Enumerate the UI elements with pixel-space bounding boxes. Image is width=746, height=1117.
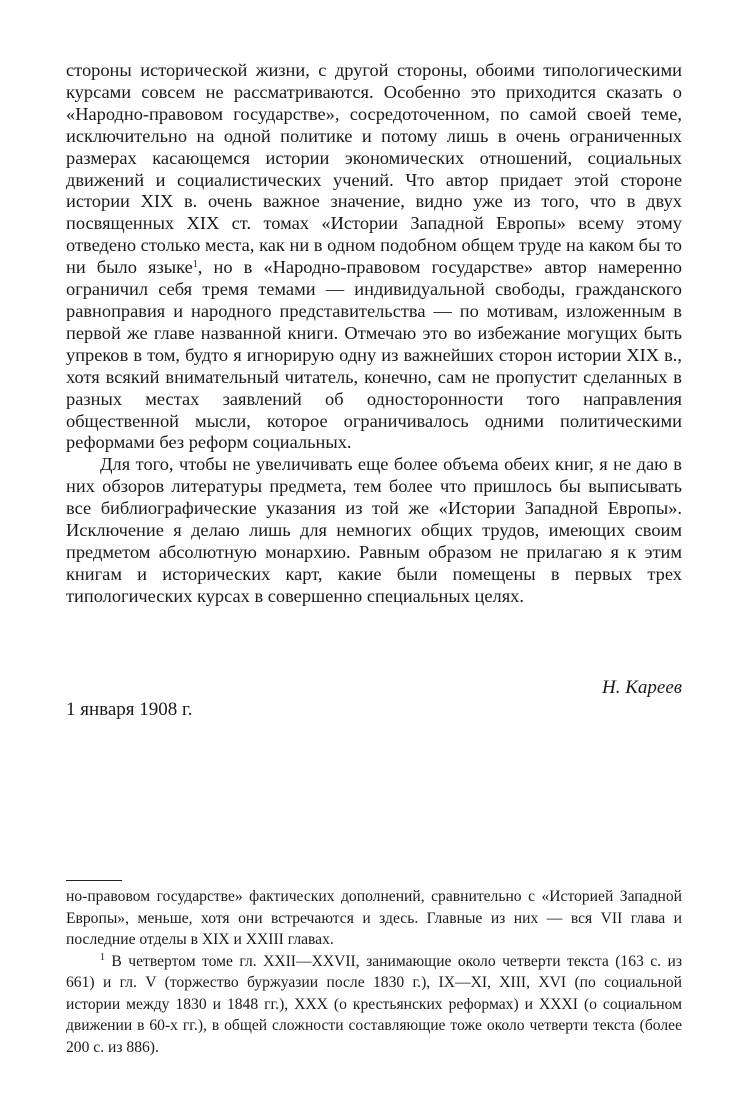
footnote-divider xyxy=(66,880,122,881)
footnote-ref-1[interactable]: 1 xyxy=(192,259,198,271)
main-text xyxy=(66,60,682,608)
footnote-1-mark: 1 xyxy=(100,951,105,963)
footnotes xyxy=(66,886,682,1058)
footnote-1-text: В четвертом томе гл. XXII—XXVII, занимающие около четверти текста (163 с. из 661) и гл. V (торжество буржуазии после 1830 г.), IX—XI, XIII, XVI (по социальной истории между 1830 и 1848 гг.), XXX (о крестьянских реформах) и XXXI (о социальном движении в 60-х гг.), в общей сложности составляющие тоже около четверти текста (более 200 с. из 886). xyxy=(66,952,682,1056)
paragraph-2: Для того, чтобы не увеличивать еще более объема обеих книг, я не даю в них обзоров литературы предмета, тем более что пришлось бы выписывать все библиографические указания из той же «Истории Западной Европы». Исключение я делаю лишь для немногих общих трудов, имеющих своим предметом абсолютную монархию. Равным образом не прилагаю я к этим книгам и исторических карт, какие были помещены в первых трех типологических курсах в совершенно специальных целях. xyxy=(66,454,682,606)
author-signature: Н. Кареев xyxy=(602,677,682,698)
paragraph-1-part-b: , но в «Народно-правовом государстве» автор намеренно ограничил себя тремя темами — индивидуальной свободы, гражданского равноправия и народного представительства — по мотивам, изложенным в первой же главе названной книги. Отмечаю это во избежание могущих быть упреков в том, будто я игнорирую одну из важнейших сторон истории XIX в., хотя всякий внимательный читатель, конечно, сам не пропустит сделанных в разных местах заявлений об односторонности того направления общественной мысли, которое ограничивалось одними политическими реформами без реформ социальных. xyxy=(66,257,682,453)
preface-date: 1 января 1908 г. xyxy=(66,699,193,720)
paragraph-1-part-a: стороны исторической жизни, с другой стороны, обоими типологическими курсами совсем не рассматриваются. Особенно это приходится сказать о «Народно-правовом государстве», сосредоточенном, по самой своей теме, исключительно на одной политике и потому лишь в очень ограниченных размерах касающемся истории экономических отношений, социальных движений и социалистических учений. Что автор придает этой стороне истории XIX в. очень важное значение, видно уже из того, что в двух посвященных XIX ст. томах «Истории Западной Европы» всему этому отведено столько места, как ни в одном подобном общем труде на каком бы то ни было языке xyxy=(66,60,682,278)
paragraph-1 xyxy=(66,60,682,454)
footnote-continuation: но-правовом государстве» фактических дополнений, сравнительно с «Историей Западной Европы», меньше, хотя они встречаются и здесь. Главные из них — вся VII глава и последние отделы в XIX и XXIII главах. xyxy=(66,888,682,948)
footnote-1 xyxy=(66,951,682,1059)
